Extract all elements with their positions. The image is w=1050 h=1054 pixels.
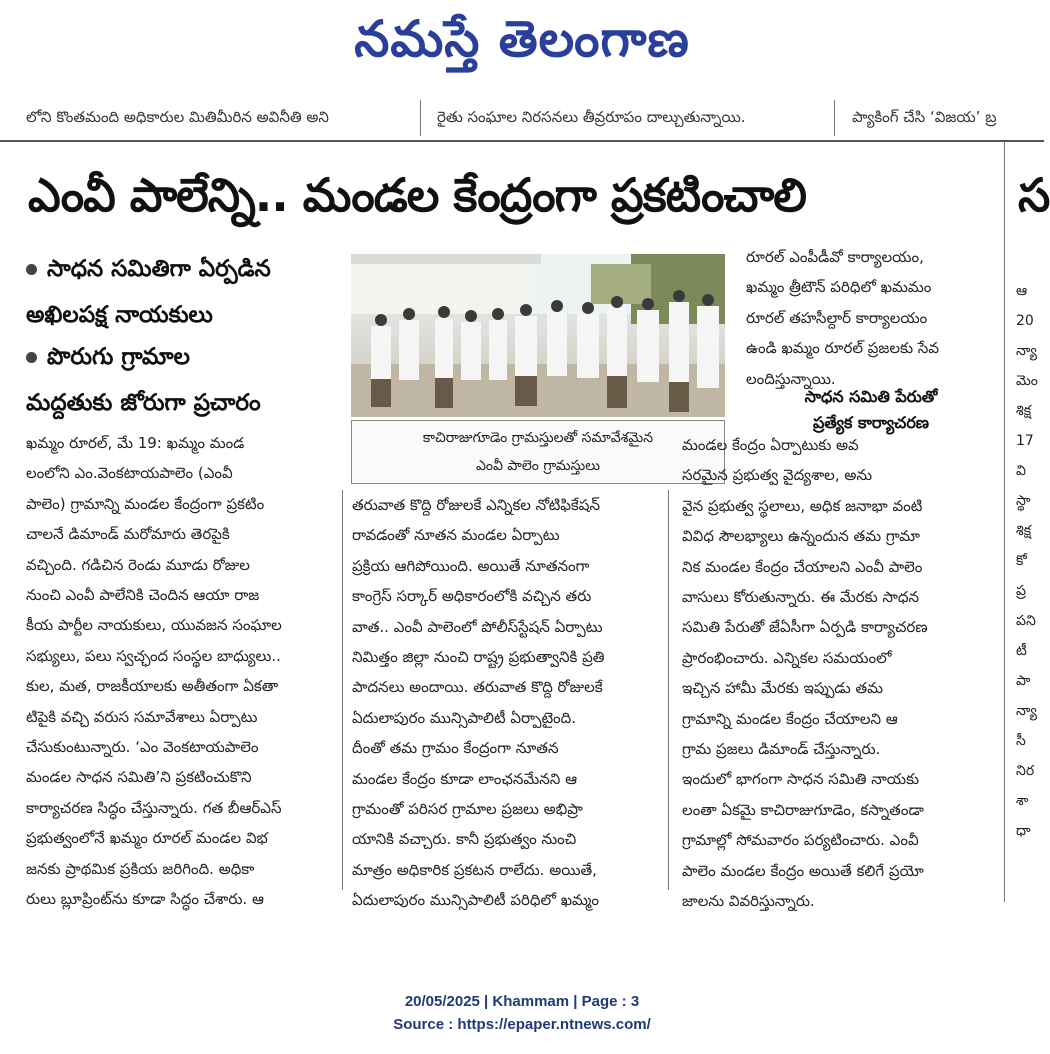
footer-source-link[interactable]: Source : https://epaper.ntnews.com/ <box>393 1016 651 1033</box>
adjacent-article-line: స్థా <box>1016 493 1031 509</box>
article-line: నిక మండల కేంద్రం చేయాలని ఎంవీ పాలెం <box>682 557 923 576</box>
article-line: మండల కేంద్రం ఏర్పాటుకు అవ <box>682 436 859 454</box>
adjacent-article-line: పని <box>1016 613 1036 629</box>
photo-caption: కాచిరాజుగూడెం గ్రామస్తులతో సమావేశమైన ఎంవీ పాలెం గ్రామస్తులు <box>351 420 725 484</box>
adjacent-article-line: ధా <box>1016 823 1031 839</box>
column-divider <box>420 100 421 136</box>
column-divider <box>668 490 669 890</box>
article-line: రూరల్ ఎంపీడీవో కార్యాలయం, <box>746 248 924 266</box>
article-line: కుల, మత, రాజకీయాలకు అతీతంగా ఏకతా <box>26 677 279 696</box>
article-line: గ్రామ ప్రజలు డిమాండ్ చేస్తున్నారు. <box>682 740 881 759</box>
article-column-3-top <box>746 242 996 394</box>
group-photo-image <box>351 254 725 417</box>
article-line: నిమిత్తం జిల్లా నుంచి రాష్ట్ర ప్రభుత్వానికి ప్రతి <box>352 648 605 667</box>
article-line: ఏదులాపురం మున్సిపాలిటీ పరిధిలో ఖమ్మం <box>352 891 600 910</box>
adjacent-article-line: ప్ర <box>1016 583 1026 599</box>
article-line: దీంతో తమ గ్రామం కేంద్రంగా నూతన <box>352 739 559 758</box>
article-line: గ్రామంతో పరిసర గ్రామాల ప్రజలు అభిప్రా <box>352 800 583 819</box>
article-line: ప్రభుత్వంలోనే ఖమ్మం రూరల్ మండల విభ <box>26 829 268 848</box>
article-line: మాత్రం అధికారిక ప్రకటన రాలేదు. అయితే, <box>352 860 597 879</box>
article-line: రూరల్ తహసీల్దార్ కార్యాలయం <box>746 308 928 327</box>
teaser-3: ప్యాకింగ్ చేసి ‘విజయ’ బ్ర <box>852 108 997 126</box>
article-line: సభ్యులు, పలు స్వచ్ఛంద సంస్థల బాధ్యులు.. <box>26 646 281 665</box>
article-line: లంతా ఏకమై కాచిరాజుగూడెం, కస్నాతండా <box>682 800 924 819</box>
article-line: వివిధ సౌలభ్యాలు ఉన్నందున తమ గ్రామా <box>682 527 920 546</box>
adjacent-article-line: మెం <box>1016 373 1038 389</box>
article-line: వైన ప్రభుత్వ స్థలాలు, అధిక జనాభా వంటి <box>682 496 923 515</box>
footer-date-edition: 20/05/2025 | Khammam | Page : 3 <box>404 993 640 1010</box>
article-line: ప్రక్రియ ఆగిపోయింది. అయితే నూతనంగా <box>352 556 590 575</box>
highlight-bullet-1: సాధన సమితిగా ఏర్పడిన అఖిలపక్ష నాయకులు <box>26 256 271 328</box>
column-divider <box>342 490 343 890</box>
article-line: వాసులు కోరుతున్నారు. ఈ మేరకు సాధన <box>682 588 920 607</box>
article-line: పాదనలు అందాయి. తరువాత కొద్ది రోజులకే <box>352 678 603 697</box>
article-column-3-bottom <box>682 430 996 917</box>
article-line: కార్యాచరణ సిద్ధం చేస్తున్నారు. గత బీఆర్ఎస్ <box>26 798 282 817</box>
adjacent-article-line: వి <box>1016 463 1026 479</box>
bullet-dot-icon <box>26 352 37 363</box>
teaser-1: లోని కొంతమంది అధికారుల మితిమీరిన అవినీతి అని <box>26 108 329 126</box>
teaser-2: రైతు సంఘాల నిరసనలు తీవ్రరూపం దాల్చుతున్నాయి. <box>437 108 746 126</box>
adjacent-article-line: కో <box>1016 553 1027 569</box>
adjacent-article-line: 17 <box>1016 433 1034 449</box>
article-line: జనకు ప్రాథమిక ప్రకియ జరిగింది. అధికా <box>26 859 255 878</box>
article-column-1 <box>26 428 336 915</box>
article-line: ఇచ్చిన హామీ మేరకు ఇప్పుడు తమ <box>682 679 884 698</box>
article-subhead: సాధన సమితి పేరుతో ప్రత్యేక కార్యాచరణ <box>804 387 938 432</box>
article-headline: ఎంవీ పాలేన్ని.. మండల కేంద్రంగా ప్రకటించాలి <box>28 168 806 222</box>
section-rule <box>0 140 1044 142</box>
adjacent-article-line: పా <box>1016 673 1031 689</box>
article-line: ఖమ్మం త్రీటౌన్ పరిధిలో ఖమమం <box>746 278 932 297</box>
adjacent-article-line: టీ <box>1016 643 1027 659</box>
article-line: టిపైకి వచ్చి వరుస సమావేశాలు ఏర్పాటు <box>26 707 258 726</box>
adjacent-article-line: ఆ <box>1016 283 1028 299</box>
article-line: గ్రామాన్ని మండల కేంద్రం చేయాలని ఆ <box>682 709 898 728</box>
article-line: కాంగ్రెస్ సర్కార్ అధికారంలోకి వచ్చిన తరు <box>352 587 592 606</box>
article-line: యానికి వచ్చారు. కానీ ప్రభుత్వం నుంచి <box>352 830 577 849</box>
article-line: లందిస్తున్నాయి. <box>746 369 836 388</box>
article-line: చాలనే డిమాండ్ మరోమారు తెరపైకి <box>26 525 230 544</box>
adjacent-article-line: సీ <box>1016 733 1026 749</box>
article-line: వాత.. ఎంవీ పాలెంలో పోలీస్‌స్టేషన్ ఏర్పాటు <box>352 617 603 636</box>
adjacent-article-line: న్యా <box>1016 703 1037 719</box>
news-photo <box>351 254 725 417</box>
column-divider <box>834 100 835 136</box>
article-line: పాలెం) గ్రామాన్ని మండల కేంద్రంగా ప్రకటిం <box>26 494 265 513</box>
article-line: తరువాత కొద్ది రోజులకే ఎన్నికల నోటిఫికేషన్ <box>352 496 600 514</box>
adjacent-headline: స <box>1018 168 1050 222</box>
adjacent-article-line: శిక్ష <box>1016 523 1032 539</box>
article-line: సరమైన ప్రభుత్వ వైద్యశాల, అను <box>682 466 873 485</box>
masthead <box>0 0 1044 80</box>
article-line: జాలను వివరిస్తున్నారు. <box>682 892 815 911</box>
adjacent-article-line: శా <box>1016 793 1029 809</box>
adjacent-article-line: 20 <box>1016 313 1034 329</box>
article-line: లంలోని ఎం.వెంకటాయపాలెం (ఎంవీ <box>26 464 233 483</box>
article-line: ప్రారంభించారు. ఎన్నికల సమయంలో <box>682 648 892 667</box>
article-line: ఉండి ఖమ్మం రూరల్ ప్రజలకు సేవ <box>746 339 939 358</box>
article-line: మండల సాధన సమితి’ని ప్రకటించుకొని <box>26 768 252 787</box>
article-line: రావడంతో నూతన మండల ఏర్పాటు <box>352 526 560 545</box>
article-line: ఖమ్మం రూరల్, మే 19: ఖమ్మం మండ <box>26 434 245 452</box>
bullet-dot-icon <box>26 264 37 275</box>
adjacent-article-line: నిర <box>1016 763 1035 779</box>
article-line: పాలెం మండల కేంద్రం అయితే కలిగే ప్రయో <box>682 861 924 880</box>
column-divider <box>1004 142 1005 902</box>
article-line: మండల కేంద్రం కూడా లాంఛనమేనని ఆ <box>352 769 578 788</box>
adjacent-article-line: శిక్ష <box>1016 403 1032 419</box>
article-line: ఏదులాపురం మున్సిపాలిటీ ఏర్పాటైంది. <box>352 708 576 727</box>
article-line: నుంచి ఎంవీ పాలేనికి చెందిన ఆయా రాజ <box>26 586 260 605</box>
highlight-bullet-2: పొరుగు గ్రామాల మద్దతుకు జోరుగా ప్రచారం <box>26 344 261 416</box>
article-line: గ్రామాల్లో సోమవారం పర్యటించారు. ఎంవీ <box>682 831 919 850</box>
article-line: వచ్చింది. గడిచిన రెండు మూడు రోజుల <box>26 555 250 574</box>
article-line: కీయ పార్టీల నాయకులు, యువజన సంఘాల <box>26 616 282 635</box>
adjacent-article-line: న్యా <box>1016 343 1037 359</box>
article-line: సమితి పేరుతో జేఏసీగా ఏర్పడి కార్యాచరణ <box>682 618 928 637</box>
article-line: చేసుకుంటున్నారు. ‘ఎం వెంకటాయపాలెం <box>26 738 259 757</box>
article-line: రులు బ్లూప్రింట్‌ను కూడా సిద్ధం చేశారు. ఆ <box>26 890 264 909</box>
newspaper-logo: నమస్తే తెలంగాణ <box>354 9 690 68</box>
article-column-2 <box>352 490 652 916</box>
article-line: ఇందులో భాగంగా సాధన సమితి నాయకు <box>682 770 920 789</box>
